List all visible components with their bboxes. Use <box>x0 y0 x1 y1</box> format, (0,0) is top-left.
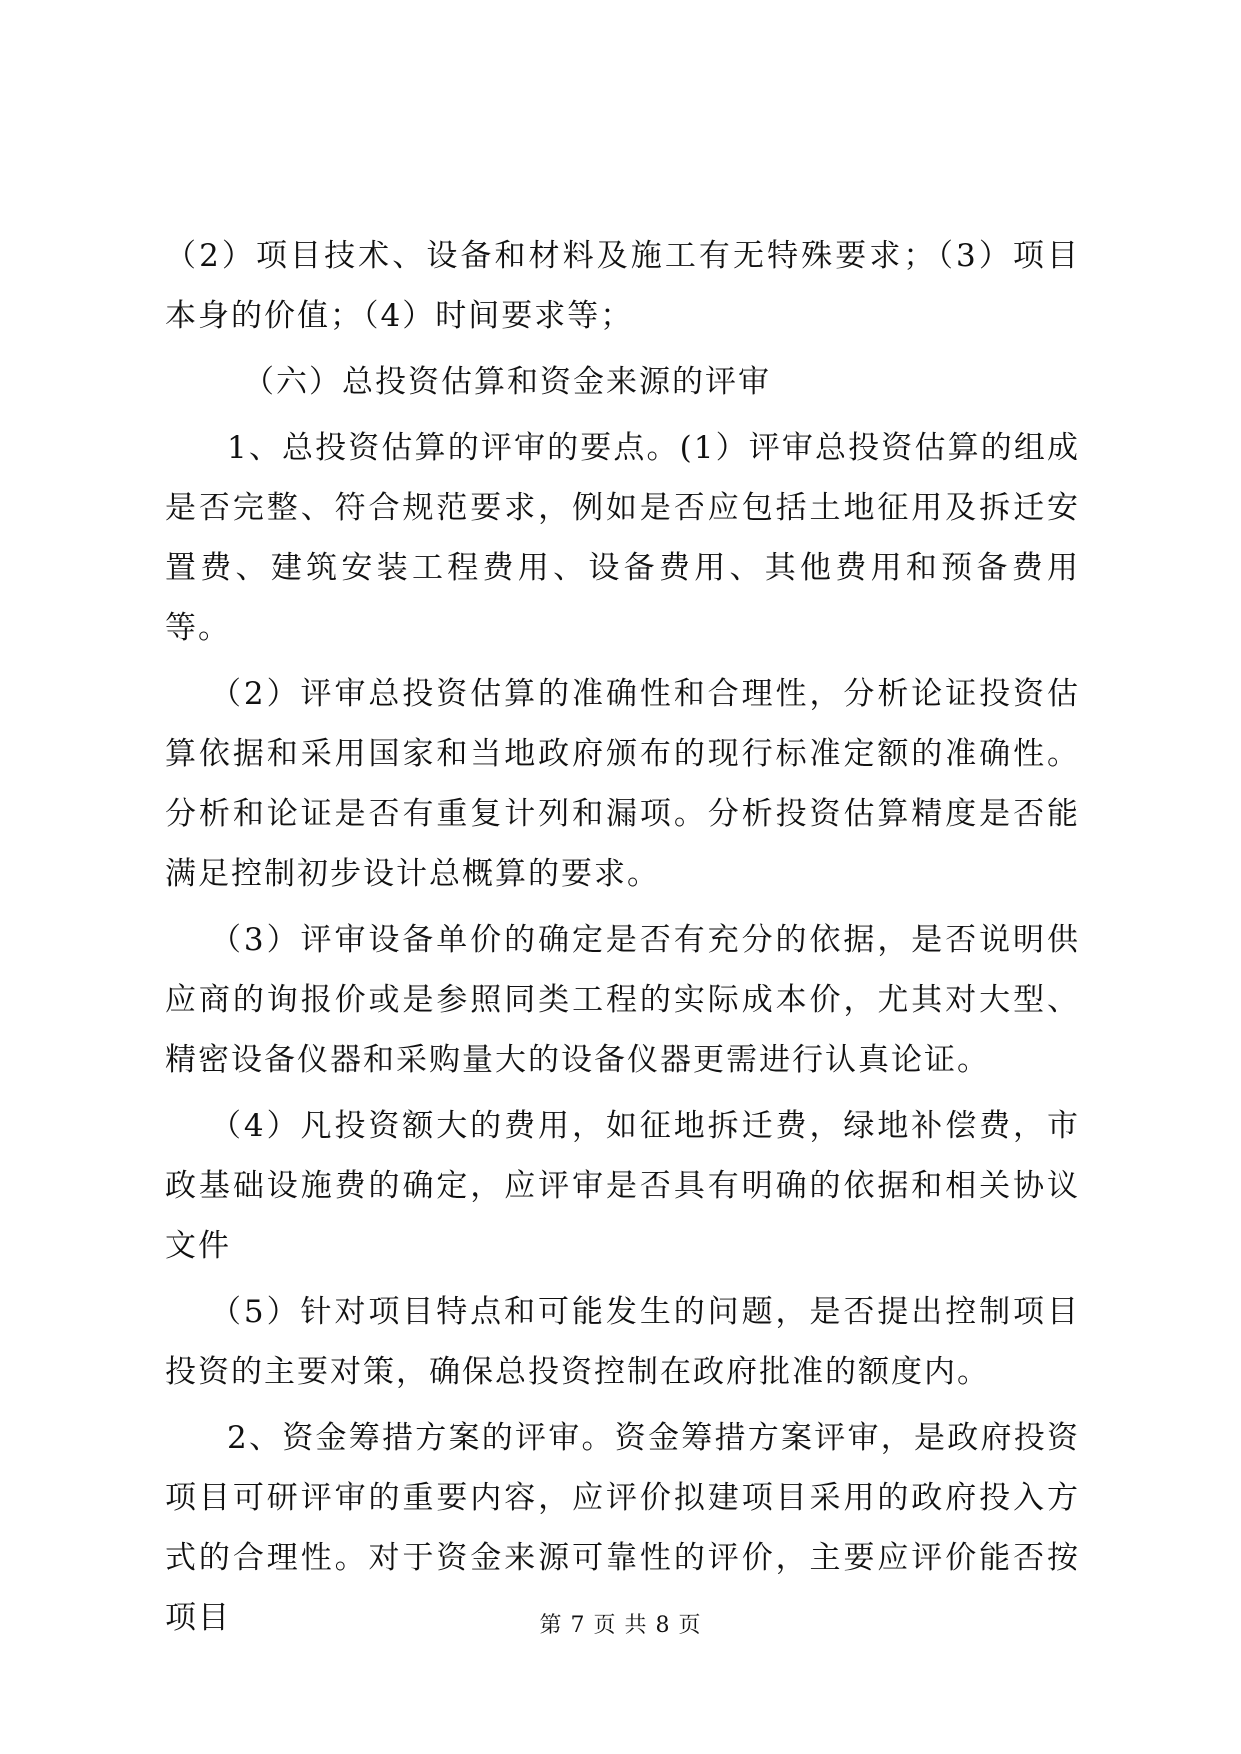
page-number-footer: 第 7 页 共 8 页 <box>539 1613 702 1638</box>
paragraph: 2、资金筹措方案的评审。资金筹措方案评审，是政府投资项目可研评审的重要内容，应评价拟建项目采用的政府投入方式的合理性。对于资金来源可靠性的评价，主要应评价能否按项目 <box>165 1420 1080 1636</box>
paragraph: （2）评审总投资估算的准确性和合理性，分析论证投资估算依据和采用国家和当地政府颁布的现行标准定额的准确性。分析和论证是否有重复计列和漏项。分析投资估算精度是否能满足控制初步设计总概算的要求。 <box>165 676 1080 892</box>
paragraph: （5）针对项目特点和可能发生的问题，是否提出控制项目投资的主要对策，确保总投资控制在政府批准的额度内。 <box>165 1294 1080 1390</box>
paragraph: （3）评审设备单价的确定是否有充分的依据，是否说明供应商的询报价或是参照同类工程的实际成本价，尤其对大型、精密设备仪器和采购量大的设备仪器更需进行认真论证。 <box>165 922 1080 1078</box>
paragraph: （4）凡投资额大的费用，如征地拆迁费，绿地补偿费，市政基础设施费的确定，应评审是否具有明确的依据和相关协议文件 <box>165 1108 1080 1264</box>
document-body <box>165 226 1080 1648</box>
paragraph-continuation: （2）项目技术、设备和材料及施工有无特殊要求；（3）项目本身的价值；（4）时间要求等； <box>165 238 1080 334</box>
section-heading: （六）总投资估算和资金来源的评审 <box>243 364 771 400</box>
paragraph: 1、总投资估算的评审的要点。(1）评审总投资估算的组成是否完整、符合规范要求，例如是否应包括土地征用及拆迁安置费、建筑安装工程费用、设备费用、其他费用和预备费用等。 <box>165 430 1080 646</box>
